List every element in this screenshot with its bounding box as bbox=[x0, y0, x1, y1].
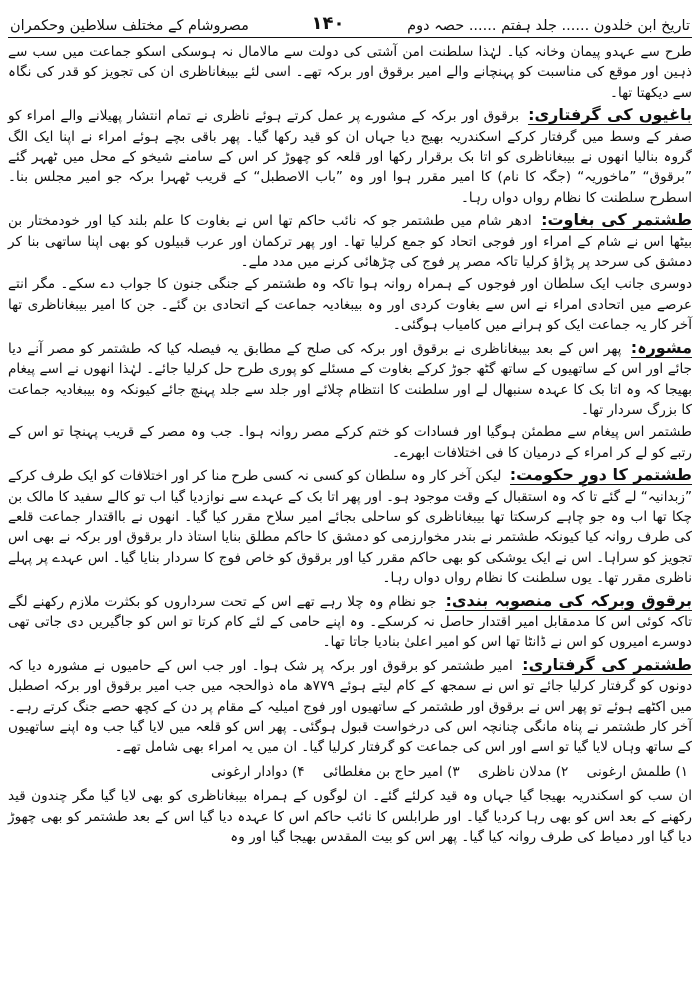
list-item: ۴) دوادار ارغونی bbox=[210, 763, 305, 780]
section-rebels-arrest bbox=[8, 105, 692, 208]
book-title: تاریخ ابن خلدون ...... جلد ہفتم ...... حصہ دوم bbox=[407, 18, 690, 34]
section-text: ادھر شام میں طشتمر جو کہ نائب حاکم تھا اس نے بغاوت کا علم بلند کیا اور خودمختار بن بیٹھا اس نے شام کے امراء اور فوجی اتحاد کو جمع کرلیا تھا۔ اور پھر ترکمان اور عرب قبیلوں کو بھی اپنا ساتھی بنا کر دمشق کی سرحد پر پڑاؤ کرلیا تاکہ مصر پر فوج کی چڑھائی کرنے میں مدد ملے۔ bbox=[8, 213, 692, 271]
section-heading: مشورہ: bbox=[630, 337, 692, 357]
section-heading: طشتمر کی بغاوت: bbox=[541, 210, 692, 230]
running-header bbox=[8, 8, 692, 38]
section-heading: باغیوں کی گرفتاری: bbox=[528, 105, 693, 125]
intro-paragraph: طرح سے عہدو پیمان وخانہ کیا۔ لہٰذا سلطنت امن آشتی کی دولت سے مالامال نہ ہوسکی اسکو جماعت میں سب سے ذہین اور موقع کی مناسبت کو پہنچانے والے امیر برقوق اور برکہ تھے۔ اسی لئے بیبغاناظری ان کی تجویز کو قدر کی نگاہ سے دیکھتا تھا۔ bbox=[8, 44, 692, 101]
section-heading: برقوق وبرکہ کی منصوبہ بندی: bbox=[445, 590, 692, 610]
closing-paragraph: ان سب کو اسکندریہ بھیجا گیا جہاں وہ قید کرلئے گئے۔ ان لوگوں کے ہمراہ بیبغاناظری کو بھی لایا گیا مگر چندون قید رکھنے کے بعد اس کو بھی رہا کردیا گیا۔ اور طرابلس کا نائب حاکم اس کا عہدہ دیا گیا اس کے بعد طشتمر کو بھی چھوڑ دیا گیا اور دمیاط کی طرف روانہ کیا گیا۔ پھر اس کو بیت المقدس بھیجا گیا اور وہ bbox=[8, 788, 692, 846]
section-heading: طشتمر کا دورِ حکومت: bbox=[509, 465, 692, 485]
section-tashtamar-revolt bbox=[8, 210, 692, 272]
chapter-title: مصروشام کے مختلف سلاطین وحکمران bbox=[10, 18, 249, 34]
paragraph: دوسری جانب ایک سلطان اور فوجوں کے ہمراہ روانہ ہوا تاکہ وہ طشتمر کے جنگی جنون کا جواب دے سکے۔ مگر انتے عرصے میں اتحادی امراء نے اس سے بغاوت کردی اور وہ بیبغادیہ جماعت کے اتحادی بن گئے۔ جن کا امیر بیبغاناظری تھا آخر کار یہ جماعت ایک کو ہرانے میں کامیاب ہوگئی۔ bbox=[8, 276, 692, 334]
list-item: ۲) مدلان ناظری bbox=[478, 763, 569, 780]
section-heading: طشتمر کی گرفتاری: bbox=[522, 654, 692, 674]
arrested-emirs-list bbox=[8, 762, 688, 782]
page-number: ۱۴۰ bbox=[311, 13, 345, 34]
body-text bbox=[8, 42, 692, 847]
section-barquq-planning bbox=[8, 591, 692, 653]
list-item: ۳) امیر حاج بن مغلطائی bbox=[322, 763, 460, 780]
section-tashtamar-arrest bbox=[8, 655, 692, 758]
list-item: ۱) طلمش ارغونی bbox=[586, 763, 688, 780]
section-text: برقوق اور برکہ کے مشورے پر عمل کرتے ہوئے ناظری نے تمام انتشار پھیلانے والے امراء کو صفر کے وسط میں گرفتار کرکے اسکندریہ بھیج دیا جہاں ان کو قید رکھا گیا۔ پھر باقی بچے ہوئے امراء نے اپنا ایک الگ گروہ بنالیا انھوں نے بیبغاناظری کو اتا بک برقرار رکھا اور قلعہ کو چھوڑ کر اس کے سامنے شیخو کے محل میں ٹھہر گئے ”برقوق“ ”ماخوریہ“ (جگہ کا نام) کا امیر مقرر ہوا اور وہ ”باب الاصطبل“ کے قریب ٹھہرا برکہ جو امیر مجلس بنا۔ اسطرح سلطنت کا نظام رواں دواں رہا۔ bbox=[8, 108, 692, 206]
section-text: امیر طشتمر کو برقوق اور برکہ پر شک ہوا۔ اور جب اس کے حامیوں نے مشورہ دیا کہ دونوں کو گرفتار کرلیا جائے تو اس نے سمجھ کے کام لیتے ہوئے ۷۷۹ھ ماہ ذوالحجہ میں جب امیر برقوق اور برکہ اصطبل میں اکٹھے ہوئے تو پھر اس نے برقوق اور طشتمر کے ساتھیوں اور فوج امیلیہ کے مقام پر دن کے کچھ حصے جنگ کرتے رہے۔ آخر کار طشتمر نے پناہ مانگی چنانچہ اس کی درخواست قبول ہوگئی۔ پھر اس کو قلعہ میں لایا گیا جب وہ اپنے ساتھیوں کے ساتھ وہاں لایا گیا تو اسے اور اس کی جماعت کو گرفتار کرلیا گیا۔ ان میں یہ امراء بھی شامل تھے۔ bbox=[8, 657, 693, 756]
paragraph: طشتمر اس پیغام سے مطمئن ہوگیا اور فسادات کو ختم کرکے مصر روانہ ہوا۔ جب وہ مصر کے قریب پہنچا تو اس کے رتبے کو لے کر امراء کے درمیان کا فی اختلافات ابھرے۔ bbox=[8, 424, 692, 461]
section-text: جو نظام وہ چلا رہے تھے اس کے تحت سرداروں کو بکثرت ملازم رکھنے لگے تاکہ کوئی اس کا مدمقابل امیر اقتدار حاصل نہ کرسکے۔ وہ اپنے حامی کے لئے کام کرتا تو اس کو جاگیریں دی جاتی تھی دوسرے امیروں کو اس نے ڈانٹا تھا اس کو امیر اعلیٰ بنادیا جاتا تھا۔ bbox=[8, 593, 692, 651]
section-consultation bbox=[8, 338, 692, 421]
section-text: لیکن آخر کار وہ سلطان کو کسی نہ کسی طرح منا کر اور اختلافات کو ایک طرف کرکے ”زبدانیہ“ لے گئے تا کہ وہ استقبال کے وقت موجود ہو۔ اور پھر اتا بک کے عہدے سے نوازدیا گیا اب تو کالے سفید کا مالک بن چکا تھا اب وہ جو چاہے کرسکتا تھا بیبغاناظری کو ساحلی بجائے امیر سلاح مقرر کیا گیا۔ انھوں نے بااقتدار جماعت قلعے کی طرف روانہ کیا کیونکہ طشتمر نے بندر مخوارزمی کو دمشق کا حاکم مطلق بنایا استاذ دار برقوق اور برکہ نے بھی اس تجویز کو سراہا۔ اس نے ایک یوشکی کو بھی حاکم مقرر کیا اور برقوق کو خاص فوج کا سردار بنایا گیا۔ اس عہدے پر پہلے ناظری مقرر تھا۔ یوں سلطنت کا نظام رواں دواں رہا۔ bbox=[8, 468, 692, 587]
section-text: پھر اس کے بعد بیبغاناظری نے برقوق اور برکہ کی صلح کے مطابق یہ فیصلہ کیا کہ طشتمر کو مصر آنے دیا جائے اور اس کے ساتھیوں کے ساتھ گٹھ جوڑ کرکے بغاوت کے مسئلے کو پوری طرح حل کرلیا جائے۔ لہٰذا انھوں نے اسے پیغام بھیجا کہ وہ اتا بک کا عہدہ سنبھال لے اور سلطنت کا انتظام چلائے اور جلد سے جلد پہنچ جائے کیونکہ وہ بیبغادیہ جماعت کا بزرگ سردار تھا۔ bbox=[8, 340, 692, 418]
section-tashtamar-reign bbox=[8, 465, 692, 588]
